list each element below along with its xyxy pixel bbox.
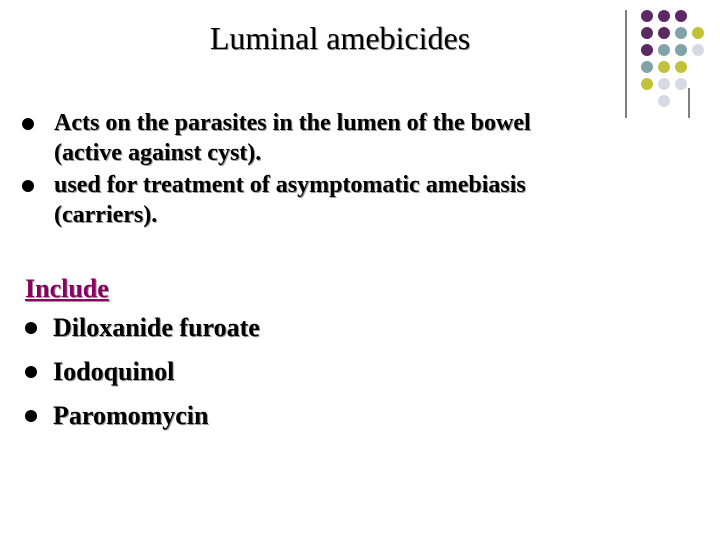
decor-dot <box>641 61 653 73</box>
bullet-list <box>22 108 702 230</box>
decor-dot <box>641 10 653 22</box>
bullet-icon <box>25 410 37 422</box>
drug-item <box>25 306 525 350</box>
bullet-icon <box>22 118 34 130</box>
decor-dot <box>675 44 687 56</box>
bullet-item <box>22 108 702 168</box>
decor-dot <box>675 61 687 73</box>
include-heading: Include <box>25 274 109 303</box>
decor-dot <box>692 44 704 56</box>
drug-name: Iodoquinol <box>53 357 175 386</box>
decor-dot <box>658 44 670 56</box>
bullet-line: used for treatment of asymptomatic amebiasis <box>54 172 526 198</box>
decor-dot <box>675 10 687 22</box>
decor-dot <box>658 78 670 90</box>
decor-dot <box>675 78 687 90</box>
bullet-line: Acts on the parasites in the lumen of the bowel <box>54 110 531 136</box>
decor-dot <box>658 10 670 22</box>
decor-dot <box>641 44 653 56</box>
drug-item <box>25 394 525 438</box>
bullet-item <box>22 170 702 230</box>
drug-name: Paromomycin <box>53 401 209 430</box>
decor-dot <box>692 27 704 39</box>
bullet-icon <box>25 366 37 378</box>
decor-dots <box>641 10 704 107</box>
drug-name: Diloxanide furoate <box>53 313 260 342</box>
decor-dot <box>675 27 687 39</box>
bullet-line: (carriers). <box>54 202 158 228</box>
drug-item <box>25 350 525 394</box>
decor-dot <box>658 95 670 107</box>
bullet-line: (active against cyst). <box>54 140 262 166</box>
slide-title: Luminal amebicides <box>209 20 471 56</box>
bullet-icon <box>22 180 34 192</box>
bullet-icon <box>25 322 37 334</box>
decor-dot <box>658 61 670 73</box>
decorative-dot-grid <box>620 0 720 120</box>
decor-dot <box>641 27 653 39</box>
decor-dot <box>658 27 670 39</box>
decor-dot <box>641 78 653 90</box>
include-section <box>25 272 525 438</box>
